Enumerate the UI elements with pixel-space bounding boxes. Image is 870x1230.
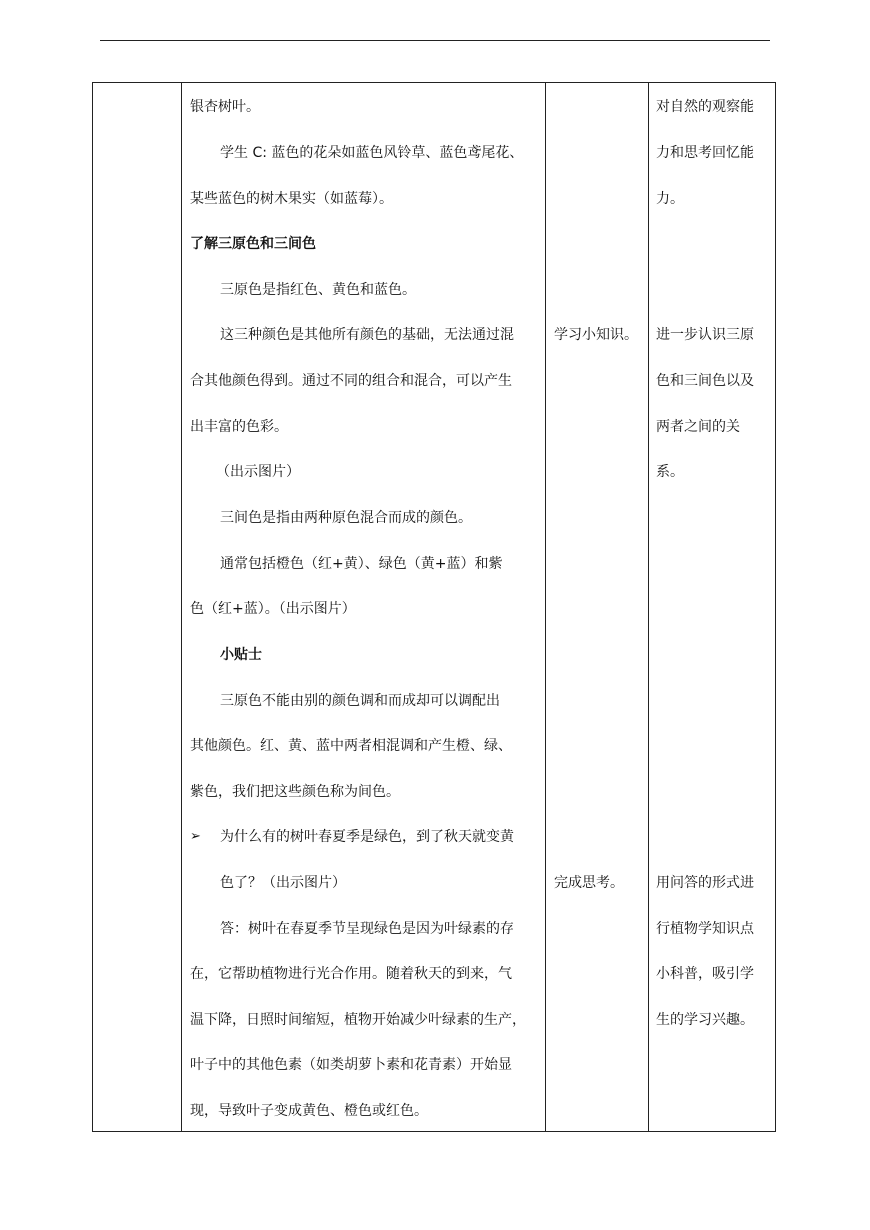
- intent-line: 力。: [656, 191, 684, 207]
- student-activity-cell: [546, 83, 649, 1132]
- content-line: 某些蓝色的树木果实（如蓝莓）。: [190, 191, 393, 207]
- content-line: 学生 C: 蓝色的花朵如蓝色风铃草、蓝色鸢尾花、: [220, 145, 524, 161]
- answer-line: 在，它帮助植物进行光合作用。随着秋天的到来，气: [190, 966, 512, 982]
- answer-line: 现，导致叶子变成黄色、橙色或红色。: [190, 1103, 428, 1119]
- content-line: 银杏树叶。: [190, 99, 260, 115]
- answer-line: 答：树叶在春夏季节呈现绿色是因为叶绿素的存: [220, 921, 514, 937]
- content-line: 三原色是指红色、黄色和蓝色。: [220, 282, 416, 298]
- activity-line: 学习小知识。: [554, 327, 638, 343]
- table-row: [93, 83, 776, 1132]
- intent-line: 色和三间色以及: [656, 373, 754, 389]
- stage-cell: [93, 83, 182, 1132]
- content-line: 出丰富的色彩。: [190, 419, 288, 435]
- intent-line: 行植物学知识点: [656, 921, 754, 937]
- content-line: 合其他颜色得到。通过不同的组合和混合，可以产生: [190, 373, 512, 389]
- answer-line: 叶子中的其他色素（如类胡萝卜素和花青素）开始显: [190, 1057, 512, 1073]
- question-line: 为什么有的树叶春夏季是绿色，到了秋天就变黄: [220, 829, 514, 845]
- page-header-rule: [100, 40, 770, 41]
- content-line: 三间色是指由两种原色混合而成的颜色。: [220, 510, 472, 526]
- answer-line: 温下降，日照时间缩短，植物开始减少叶绿素的生产，: [190, 1012, 526, 1028]
- activity-line: 完成思考。: [554, 875, 624, 891]
- intent-line: 对自然的观察能: [656, 99, 754, 115]
- design-intent-cell: [649, 83, 776, 1132]
- teaching-content-cell: [182, 83, 546, 1132]
- content-line: （出示图片）: [216, 464, 300, 480]
- tip-heading: 小贴士: [220, 647, 262, 663]
- lesson-table: [92, 82, 773, 1132]
- content-line: 通常包括橙色（红+黄）、绿色（黄+蓝）和紫: [220, 556, 503, 572]
- content-line: 紫色，我们把这些颜色称为间色。: [190, 784, 400, 800]
- intent-line: 生的学习兴趣。: [656, 1012, 754, 1028]
- intent-line: 用问答的形式进: [656, 875, 754, 891]
- content-line: 三原色不能由别的颜色调和而成却可以调配出: [220, 693, 500, 709]
- question-line: 色了？（出示图片）: [220, 875, 346, 891]
- content-line: 这三种颜色是其他所有颜色的基础，无法通过混: [220, 327, 514, 343]
- content-line: 色（红+蓝）。（出示图片）: [190, 601, 356, 617]
- intent-line: 进一步认识三原: [656, 327, 754, 343]
- intent-line: 系。: [656, 464, 684, 480]
- content-line: 其他颜色。红、黄、蓝中两者相混调和产生橙、绿、: [190, 738, 512, 754]
- bullet-arrow-icon: ➢: [190, 829, 201, 844]
- intent-line: 两者之间的关: [656, 419, 740, 435]
- intent-line: 小科普，吸引学: [656, 966, 754, 982]
- section-heading: 了解三原色和三间色: [190, 236, 316, 252]
- intent-line: 力和思考回忆能: [656, 145, 754, 161]
